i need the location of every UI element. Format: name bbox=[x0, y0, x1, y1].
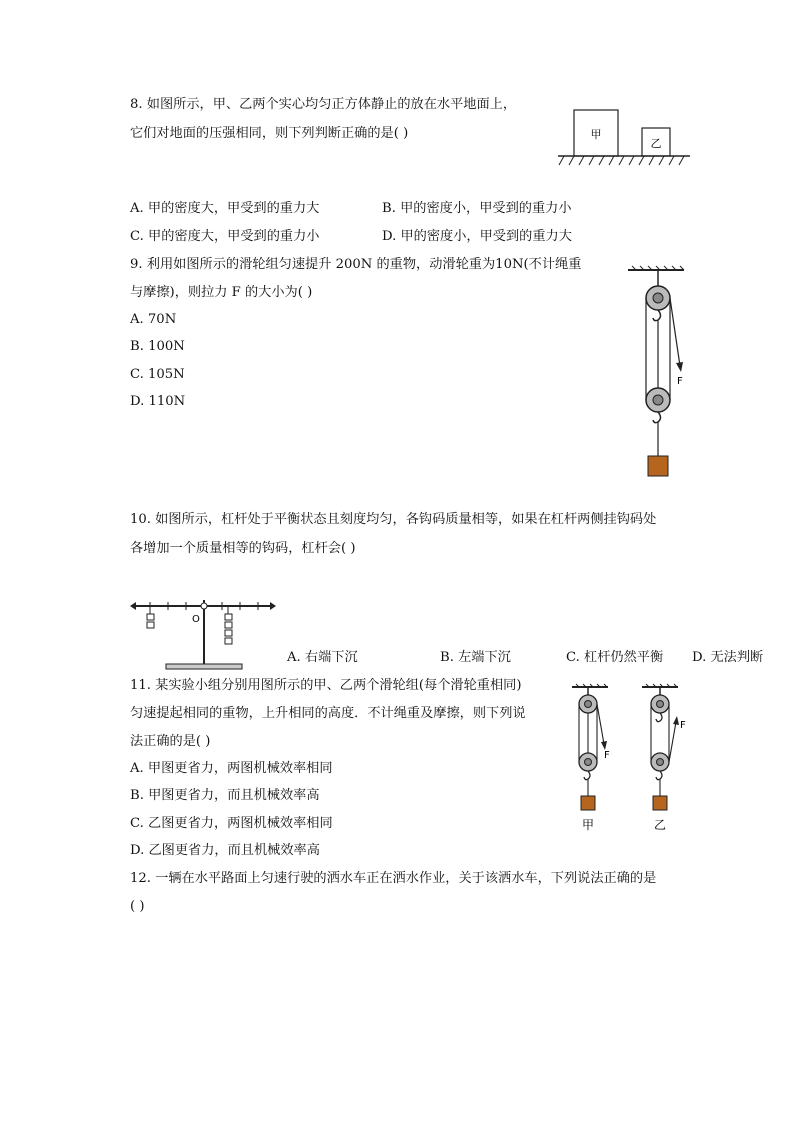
q10-option-d: D. 无法判断 bbox=[692, 650, 764, 665]
q11-stem-line1: 11. 某实验小组分别用图所示的甲、乙两个滑轮组(每个滑轮重相同) bbox=[130, 678, 522, 693]
jia-force-label: F bbox=[604, 750, 610, 761]
cube-yi-label: 乙 bbox=[650, 137, 662, 150]
q8-stem-line1: 8. 如图所示，甲、乙两个实心均匀正方体静止的放在水平地面上， bbox=[130, 97, 517, 112]
q11-pulley-figures bbox=[568, 684, 688, 834]
q8-option-c: C. 甲的密度大，甲受到的重力小 bbox=[130, 229, 320, 244]
jia-load bbox=[581, 796, 595, 810]
jia-label: 甲 bbox=[582, 818, 595, 832]
q11-stem-line3: 法正确的是( ) bbox=[130, 734, 211, 749]
cube-jia-label: 甲 bbox=[590, 128, 602, 141]
yi-force-label: F bbox=[680, 720, 686, 731]
pull-rope bbox=[670, 298, 680, 366]
q10-option-a: A. 右端下沉 bbox=[287, 650, 358, 665]
ground-hatching bbox=[559, 156, 684, 165]
q10-lever-figure bbox=[130, 594, 280, 674]
q10-option-c: C. 杠杆仍然平衡 bbox=[566, 650, 664, 665]
q8-option-a: A. 甲的密度大，甲受到的重力大 bbox=[130, 201, 320, 216]
q11-option-d: D. 乙图更省力，而且机械效率高 bbox=[130, 843, 320, 858]
q8-option-b: B. 甲的密度小，甲受到的重力小 bbox=[382, 201, 572, 216]
q8-option-d: D. 甲的密度小，甲受到的重力大 bbox=[382, 229, 572, 244]
q10-stem-line1: 10. 如图所示，杠杆处于平衡状态且刻度均匀，各钩码质量相等，如果在杠杆两侧挂钩码处 bbox=[130, 512, 657, 527]
q11-stem-line2: 匀速提起相同的重物，上升相同的高度．不计绳重及摩擦，则下列说 bbox=[130, 706, 526, 721]
q10-stem-line2: 各增加一个质量相等的钩码，杠杆会( ) bbox=[130, 541, 356, 556]
yi-label: 乙 bbox=[654, 818, 667, 832]
force-label: F bbox=[677, 376, 683, 387]
lever-base bbox=[166, 664, 242, 669]
q12-stem-line1: 12. 一辆在水平路面上匀速行驶的洒水车正在洒水作业，关于该洒水车，下列说法正确的是 bbox=[130, 871, 657, 886]
load-block bbox=[648, 456, 668, 476]
q10-option-b: B. 左端下沉 bbox=[440, 650, 511, 665]
q11-option-b: B. 甲图更省力，而且机械效率高 bbox=[130, 788, 320, 803]
q9-stem-line1: 9. 利用如图所示的滑轮组匀速提升 200N 的重物，动滑轮重为10N(不计绳重 bbox=[130, 257, 582, 272]
q8-cubes-figure bbox=[558, 106, 698, 166]
q11-option-a: A. 甲图更省力，两图机械效率相同 bbox=[130, 761, 333, 776]
q12-stem-line2: ( ) bbox=[130, 899, 145, 914]
q11-option-c: C. 乙图更省力，两图机械效率相同 bbox=[130, 816, 333, 831]
q9-pulley-figure bbox=[620, 266, 690, 486]
q8-stem-line2: 它们对地面的压强相同，则下列判断正确的是( ) bbox=[130, 126, 409, 141]
q9-option-a: A. 70N bbox=[130, 312, 177, 327]
pivot-o-label: O bbox=[192, 614, 200, 625]
q9-option-d: D. 110N bbox=[130, 394, 186, 409]
yi-load bbox=[653, 796, 667, 810]
q9-option-c: C. 105N bbox=[130, 367, 185, 382]
q9-option-b: B. 100N bbox=[130, 339, 185, 354]
q9-stem-line2: 与摩擦)，则拉力 F 的大小为( ) bbox=[130, 285, 313, 300]
